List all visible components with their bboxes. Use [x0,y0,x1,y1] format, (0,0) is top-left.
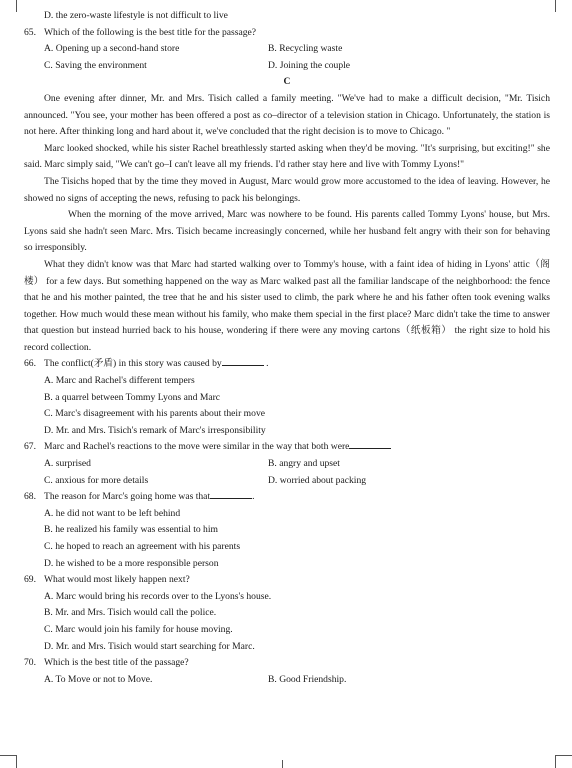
q66-option-a: A. Marc and Rachel's different tempers [44,375,195,387]
question-68 [24,489,550,506]
q66-option-c: C. Marc's disagreement with his parents about their move [44,408,265,420]
q68-option-d: D. he wished to be a more responsible person [44,557,219,569]
question-number: 69. [24,574,36,586]
option-b: B. angry and upset [268,458,340,470]
crop-mark-bottom-left [0,755,17,768]
q68-option-a: A. he did not want to be left behind [44,507,181,519]
option-a: A. To Move or not to Move. [44,673,153,685]
crop-mark-bottom-middle [282,760,283,768]
question-stem: Marc and Rachel's reactions to the move were similar in the way that both were [44,441,350,453]
passage-paragraph-4: When the morning of the move arrived, Marc was nowhere to be found. His parents called Tommy Lyons' house, but Mrs. Lyons said she hadn't seen Marc. Mrs. Tisich became increasingly concerned, while her husband felt angry with their son for behaving so irresponsibly. [24,209,550,254]
option-c: C. anxious for more details [44,474,149,486]
q66-option-b: B. a quarrel between Tommy Lyons and Marc [44,391,221,403]
exam-content [24,8,550,688]
crop-mark-bottom-right [555,755,572,768]
passage-paragraph-2: Marc looked shocked, while his sister Rachel breathlessly started asking when they'd be moving. "It's surprising, but exciting!" she said. Marc simply said, "We can't go–I can't leave all my friends. I'd rather stay here and live with Tommy Lyons!" [24,142,550,171]
q69-option-b: B. Mr. and Mrs. Tisich would call the police. [44,607,217,619]
q69-option-d: D. Mr. and Mrs. Tisich would start searching for Marc. [44,640,255,652]
question-stem-end: . [266,358,269,370]
option-c: C. Saving the environment [44,59,147,71]
question-stem: Which of the following is the best title for the passage? [44,26,257,38]
question-70 [24,655,550,672]
q66-option-d: D. Mr. and Mrs. Tisich's remark of Marc's irresponsibility [44,424,266,436]
answer-blank [210,489,252,499]
question-number: 70. [24,657,36,669]
question-number: 65. [24,26,36,38]
question-67 [24,439,550,456]
question-stem-end: . [252,491,255,503]
q68-option-b: B. he realized his family was essential to him [44,524,218,536]
q69-option-a: A. Marc would bring his records over to the Lyons's house. [44,590,272,602]
option-d: D. worried about packing [268,474,367,486]
q65-options-cd [24,58,550,75]
passage-paragraph-1: One evening after dinner, Mr. and Mrs. Tisich called a family meeting. "We've had to make a difficult decision, "Mr. Tisich announced. "You see, your mother has been offered a post as co–director of a television station in Chicago. Unfortunately, the station is not here. After thinking long and hard about it, we've concluded that the right decision is to move to Chicago. " [24,92,550,138]
q64-option-d: D. the zero-waste lifestyle is not difficult to live [44,10,228,21]
option-a: A. surprised [44,458,91,470]
passage-paragraph-3: The Tisichs hoped that by the time they moved in August, Marc would grow more accustomed to the idea of leaving. However, he showed no signs of accepting the news, refusing to pack his belongings. [24,175,550,204]
q65-options-ab [24,41,550,58]
option-d: D. Joining the couple [268,59,351,71]
q67-options-ab [24,456,550,473]
passage-paragraph-5: What they didn't know was that Marc had started walking over to Tommy's house, with a faint idea of hiding in Lyons' attic（阁楼） for a few days. But something happened on the way as Marc walked past all the familiar landscape of the neighborhood: the fence that he and his mother painted, the tree that he and his sister used to climb, the park where he and his father often took evening walks together. How much would these mean without his family, who make them special in the first place? Marc didn't take the time to answer that question but instead hurried back to his house, wondering if there were any moving cartons（纸板箱） the right size to hold his record collection. [24,258,550,353]
question-69 [24,572,550,589]
question-stem: The reason for Marc's going home was that [44,491,211,503]
question-number: 67. [24,441,36,453]
crop-mark-top-left [2,0,17,12]
question-stem: Which is the best title of the passage? [44,657,189,669]
question-stem: What would most likely happen next? [44,574,190,586]
question-number: 66. [24,358,36,370]
option-b: B. Good Friendship. [268,673,347,685]
crop-mark-top-right [555,0,570,12]
option-a: A. Opening up a second-hand store [44,43,180,55]
question-66 [24,356,550,373]
question-number: 68. [24,491,36,503]
section-label: C [283,76,291,88]
q67-options-cd [24,473,550,490]
q68-option-c: C. he hoped to reach an agreement with his parents [44,541,241,552]
option-b: B. Recycling waste [268,43,343,55]
answer-blank [349,439,391,449]
question-65 [24,25,550,42]
q70-options-ab [24,672,550,689]
q69-option-c: C. Marc would join his family for house moving. [44,623,233,635]
answer-blank [222,356,264,366]
question-stem: The conflict(矛盾) in this story was caused by [44,358,222,370]
